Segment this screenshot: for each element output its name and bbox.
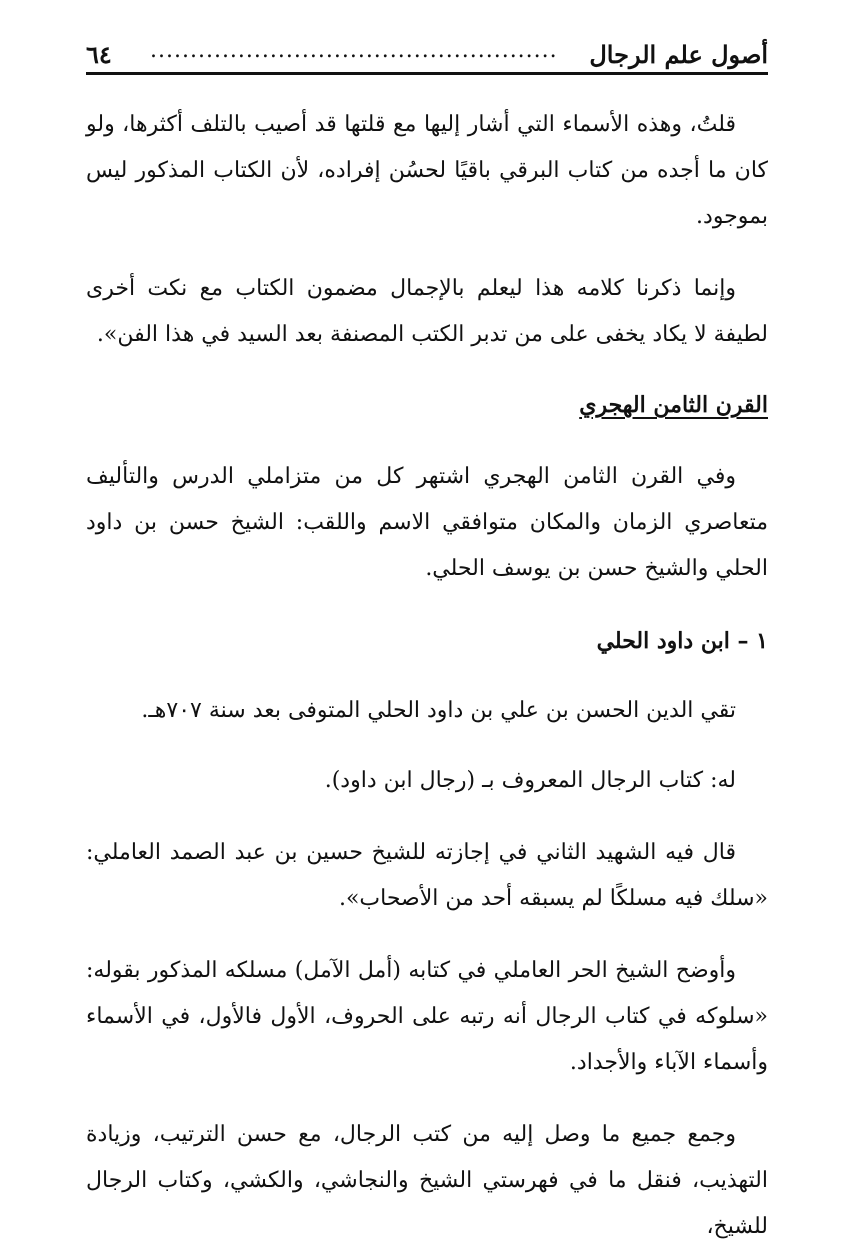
paragraph-7: وأوضح الشيخ الحر العاملي في كتابه (أمل الآمل) مسلكه المذكور بقوله: «سلوكه في كتاب الرجال أنه رتبه على الحروف، الأول فالأول، في الأسماء وأسماء الآباء والأجداد.: [86, 958, 768, 1075]
page-number: ٦٤: [86, 40, 112, 69]
paragraph-1: قلتُ، وهذه الأسماء التي أشار إليها مع قلتها قد أصيب بالتلف أكثرها، ولو كان ما أجده من كتاب البرقي باقيًا لحسُن إفراده، لأن الكتاب المذكور ليس بموجود.: [86, 112, 768, 229]
header-dot-leader: ...................................................: [150, 38, 558, 63]
page-body: [86, 102, 768, 1250]
paragraph-3: وفي القرن الثامن الهجري اشتهر كل من متزاملي الدرس والتأليف متعاصري الزمان والمكان متوافقي الاسم واللقب: الشيخ حسن بن داود الحلي والشيخ حسن بن يوسف الحلي.: [86, 464, 768, 581]
paragraph-6: قال فيه الشهيد الثاني في إجازته للشيخ حسين بن عبد الصمد العاملي: «سلك فيه مسلكًا لم يسبقه أحد من الأصحاب».: [86, 840, 768, 911]
paragraph-8: وجمع جميع ما وصل إليه من كتب الرجال، مع حسن الترتيب، وزيادة التهذيب، فنقل ما في فهرستي الشيخ والنجاشي، والكشي، وكتاب الرجال للشيخ،: [86, 1122, 768, 1239]
paragraph-2: وإنما ذكرنا كلامه هذا ليعلم بالإجمال مضمون الكتاب مع نكت أخرى لطيفة لا يكاد يخفى على من تدبر الكتب المصنفة بعد السيد في هذا الفن».: [86, 276, 768, 347]
running-header-title: أصول علم الرجال: [589, 40, 768, 69]
paragraph-5: له: كتاب الرجال المعروف بـ (رجال ابن داود).: [324, 768, 736, 793]
subsection-heading: ١ – ابن داود الحلي: [596, 628, 768, 654]
running-header: [86, 30, 768, 74]
section-heading: القرن الثامن الهجري: [579, 392, 768, 418]
paragraph-4: تقي الدين الحسن بن علي بن داود الحلي المتوفى بعد سنة ٧٠٧هـ.: [141, 698, 736, 723]
header-rule: [86, 72, 768, 75]
